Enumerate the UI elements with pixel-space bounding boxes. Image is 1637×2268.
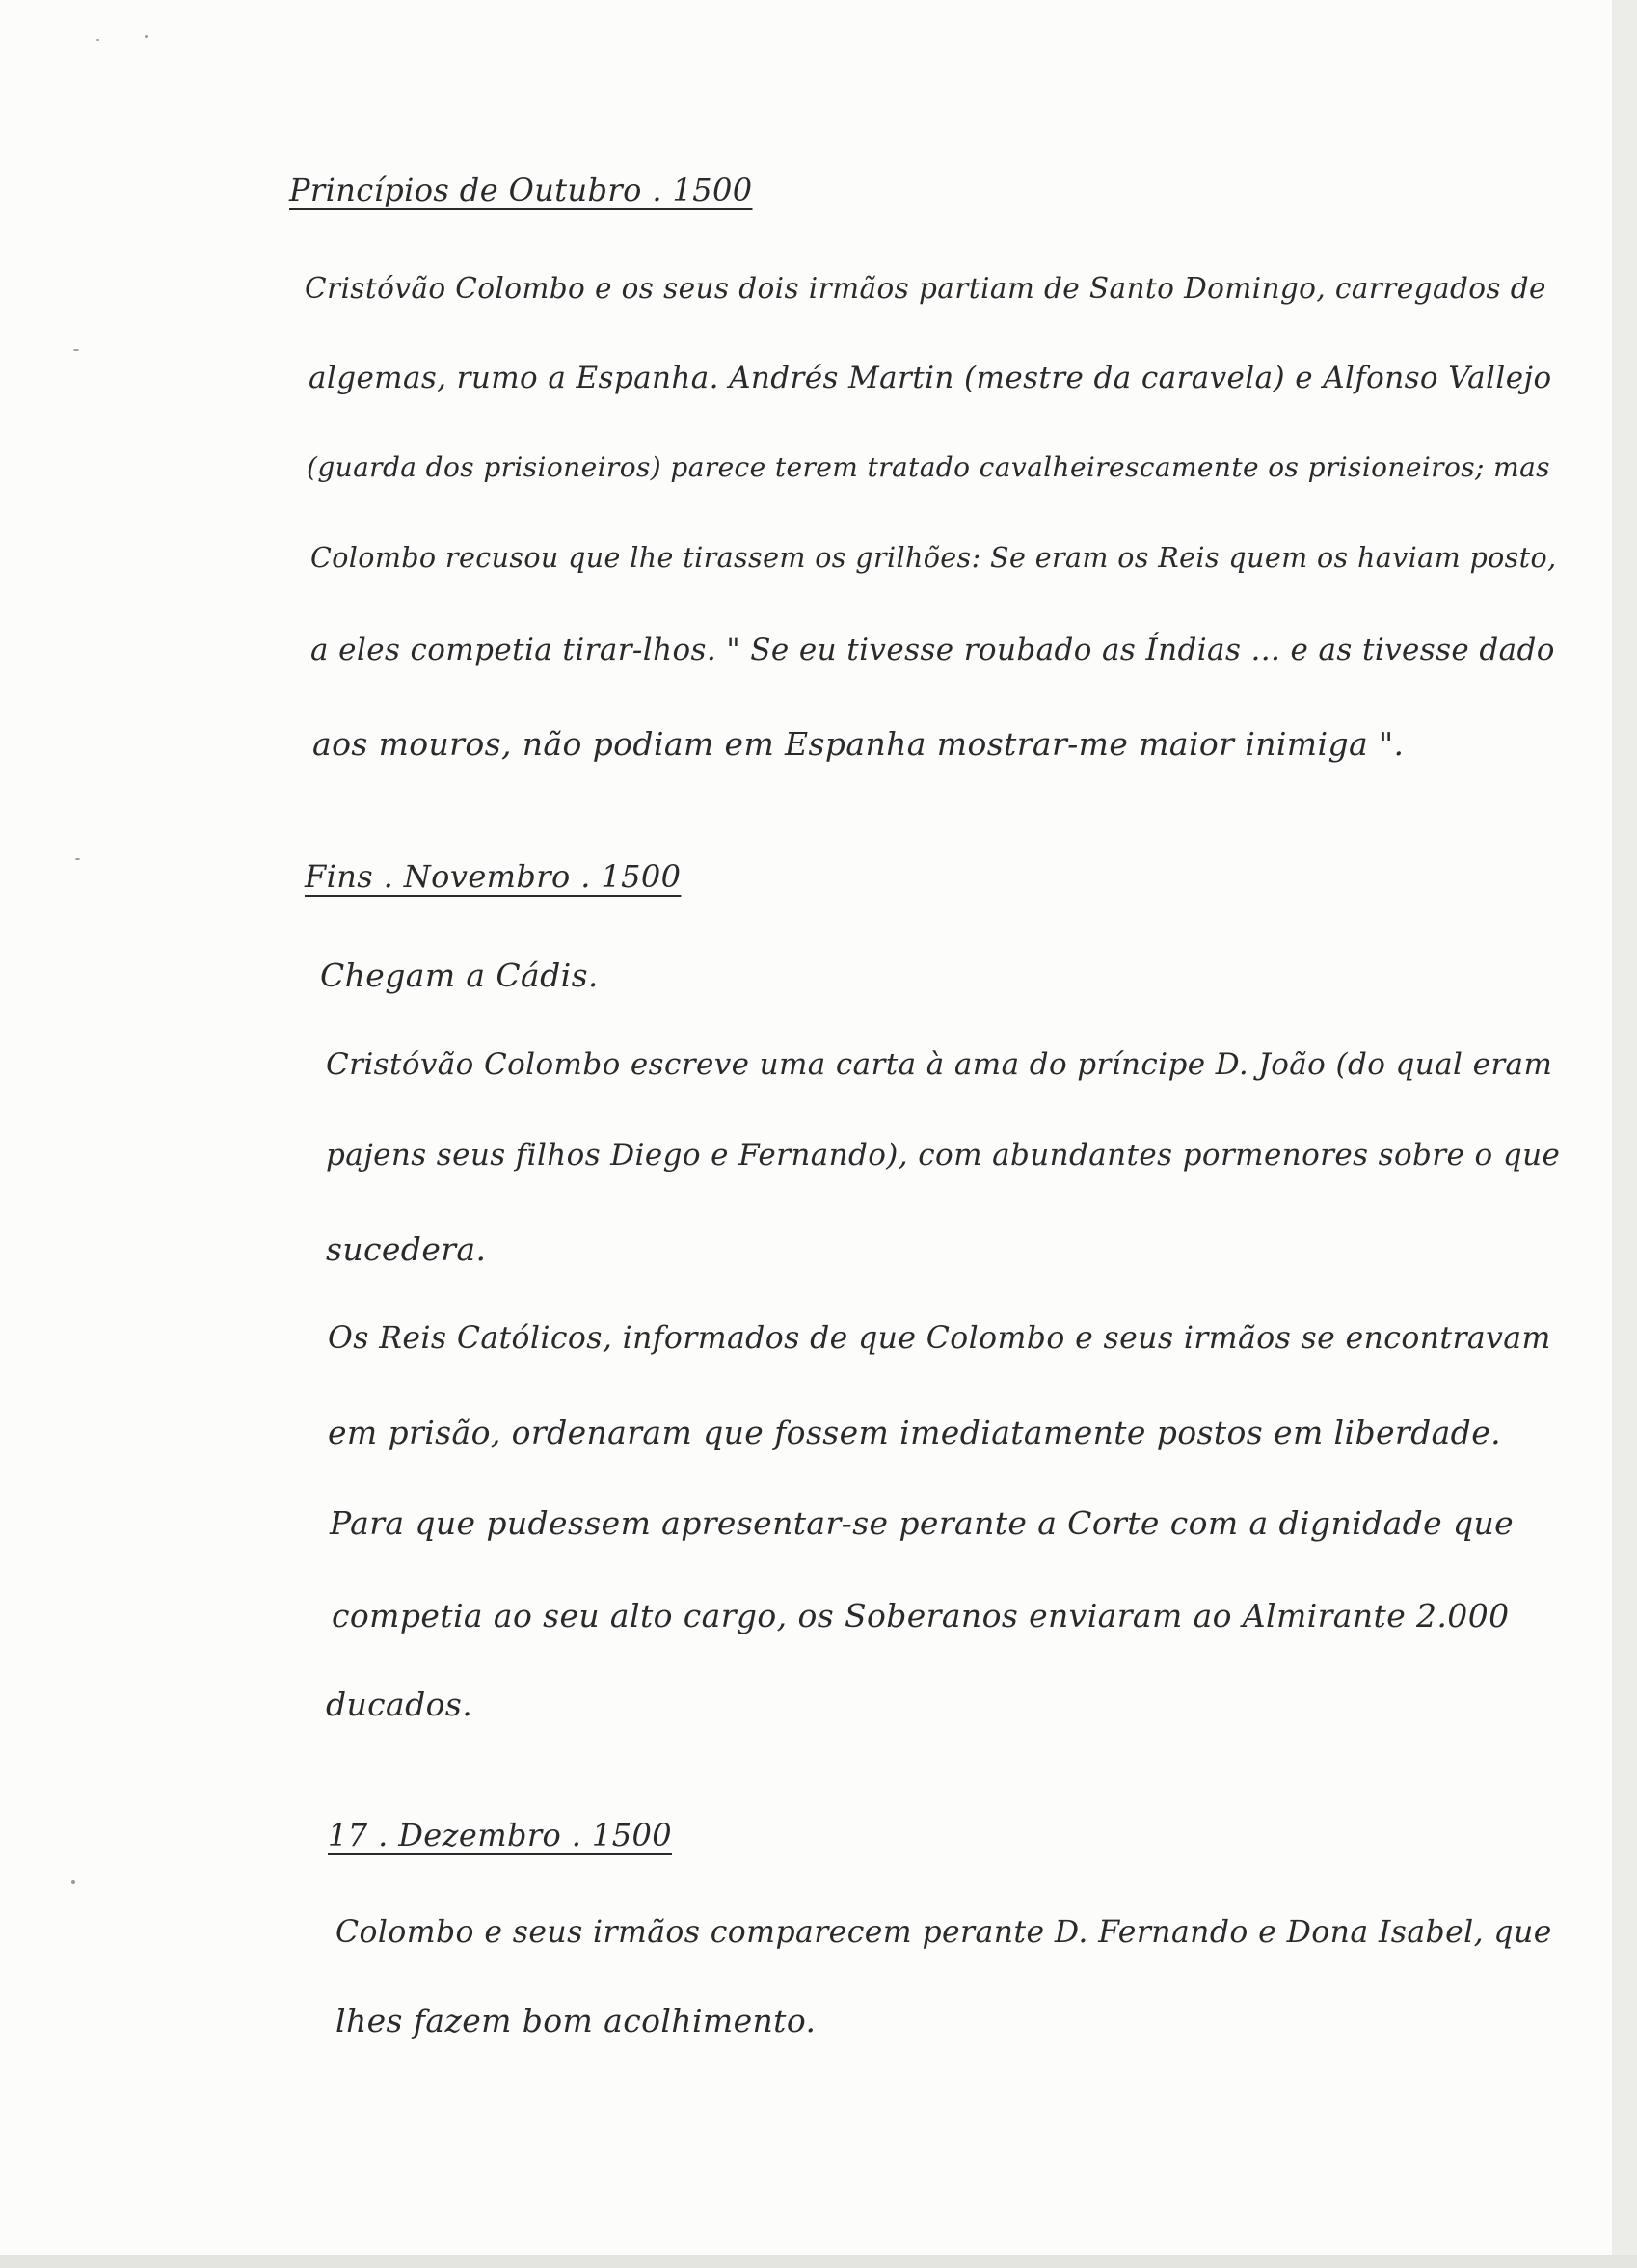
text-line: Os Reis Católicos, informados de que Colombo e seus irmãos se encontravam <box>328 1321 1551 1356</box>
text-line: ducados. <box>326 1686 473 1723</box>
text-line: competia ao seu alto cargo, os Soberanos enviaram ao Almirante 2.000 <box>332 1597 1510 1634</box>
text-line: lhes fazem bom acolhimento. <box>335 2002 817 2039</box>
section-date: Princípios de Outubro . 1500 <box>289 172 753 208</box>
text-line: a eles competia tirar-lhos. " Se eu tivesse roubado as Índias ... e as tivesse dado <box>310 633 1555 667</box>
text-line: Chegam a Cádis. <box>320 957 599 994</box>
paper-speck <box>73 349 79 351</box>
paper-speck <box>145 35 148 38</box>
text-line: Cristóvão Colombo e os seus dois irmãos partiam de Santo Domingo, carregados de <box>305 272 1546 305</box>
text-line: Colombo recusou que lhe tirassem os grilhões: Se eram os Reis quem os haviam posto, <box>310 542 1557 574</box>
paper-speck <box>96 39 99 41</box>
paper-speck <box>75 858 80 860</box>
text-line: Cristóvão Colombo escreve uma carta à ama do príncipe D. João (do qual eram <box>326 1047 1553 1082</box>
text-line: aos mouros, não podiam em Espanha mostrar-me maior inimiga ". <box>312 725 1405 763</box>
section-date: Fins . Novembro . 1500 <box>305 858 682 895</box>
text-line: Colombo e seus irmãos comparecem perante D. Fernando e Dona Isabel, que <box>335 1915 1552 1950</box>
text-line: em prisão, ordenaram que fossem imediatamente postos em liberdade. <box>328 1414 1502 1451</box>
section-date: 17 . Dezembro . 1500 <box>328 1817 672 1853</box>
text-line: Para que pudessem apresentar-se perante a Corte com a dignidade que <box>330 1504 1515 1542</box>
paper-speck <box>71 1880 75 1884</box>
text-line: algemas, rumo a Espanha. Andrés Martin (mestre da caravela) e Alfonso Vallejo <box>309 361 1552 395</box>
text-line: pajens seus filhos Diego e Fernando), com abundantes pormenores sobre o que <box>326 1138 1561 1173</box>
text-line: (guarda dos prisioneiros) parece terem tratado cavalheirescamente os prisioneiros; mas <box>307 451 1550 483</box>
paper-edge-right <box>1612 0 1637 2268</box>
text-line: sucedera. <box>326 1230 487 1268</box>
paper-edge-bottom <box>0 2254 1637 2268</box>
